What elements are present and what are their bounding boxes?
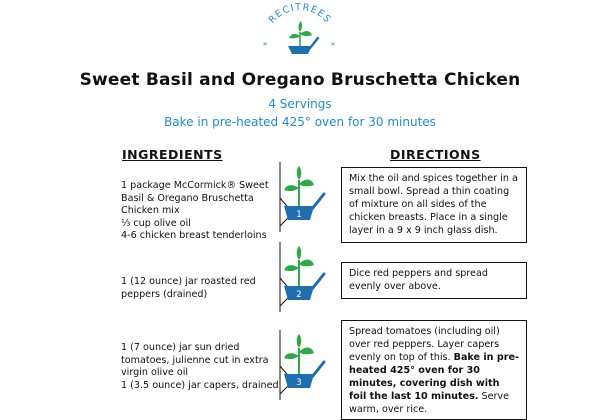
ingredient-item: 1 (12 ounce) jar roasted red peppers (drained) xyxy=(121,276,256,300)
directions-header: DIRECTIONS xyxy=(390,147,481,162)
ingredients-step-3 xyxy=(121,342,281,392)
step-number: 1 xyxy=(296,210,302,220)
direction-step-3 xyxy=(341,320,527,420)
recitrees-logo xyxy=(258,2,342,62)
direction-text: Spread tomatoes (including oil) over red peppers. Layer capers evenly on top of this. xyxy=(349,326,500,363)
ingredients-step-2 xyxy=(121,276,281,301)
svg-text:*: * xyxy=(263,41,267,50)
ingredients-step-1 xyxy=(121,180,281,243)
sprout-bowl-logo-icon xyxy=(288,21,318,54)
step-2-sprout-bowl-icon xyxy=(266,242,332,312)
step-3-sprout-bowl-icon xyxy=(266,330,332,400)
ingredient-item: ⅓ cup olive oil xyxy=(121,217,191,229)
ingredient-item: 1 package McCormick® Sweet Basil & Oregano Bruschetta Chicken mix xyxy=(121,180,269,216)
logo-text: RECITREES xyxy=(266,2,334,26)
direction-step-1: Mix the oil and spices together in a small bowl. Spread a thin coating of mixture on all sides of the chicken breasts. Place in a single layer in a 9 x 9 inch glass dish. xyxy=(341,167,527,243)
step-1-sprout-bowl-icon xyxy=(266,162,332,232)
ingredients-header: INGREDIENTS xyxy=(122,147,223,162)
ingredient-item: 4-6 chicken breast tenderloins xyxy=(121,230,267,241)
ingredient-item: 1 (3.5 ounce) jar capers, drained xyxy=(121,379,279,391)
direction-step-2: Dice red peppers and spread evenly over above. xyxy=(341,262,527,299)
servings-text: 4 Servings xyxy=(268,97,332,111)
step-number: 3 xyxy=(296,378,302,388)
step-number: 2 xyxy=(296,290,302,300)
svg-text:*: * xyxy=(331,41,335,50)
direction-text: Serve warm, over rice. xyxy=(349,391,510,415)
ingredient-item: 1 (7 ounce) jar sun dried tomatoes, julienne cut in extra virgin olive oil xyxy=(121,342,269,378)
recipe-title: Sweet Basil and Oregano Bruschetta Chicken xyxy=(79,70,521,90)
direction-bold-text: Bake in pre-heated 425° oven for 30 minutes, covering dish with foil the last 10 minutes. xyxy=(349,352,519,402)
bake-instructions: Bake in pre-heated 425° oven for 30 minutes xyxy=(164,115,436,129)
